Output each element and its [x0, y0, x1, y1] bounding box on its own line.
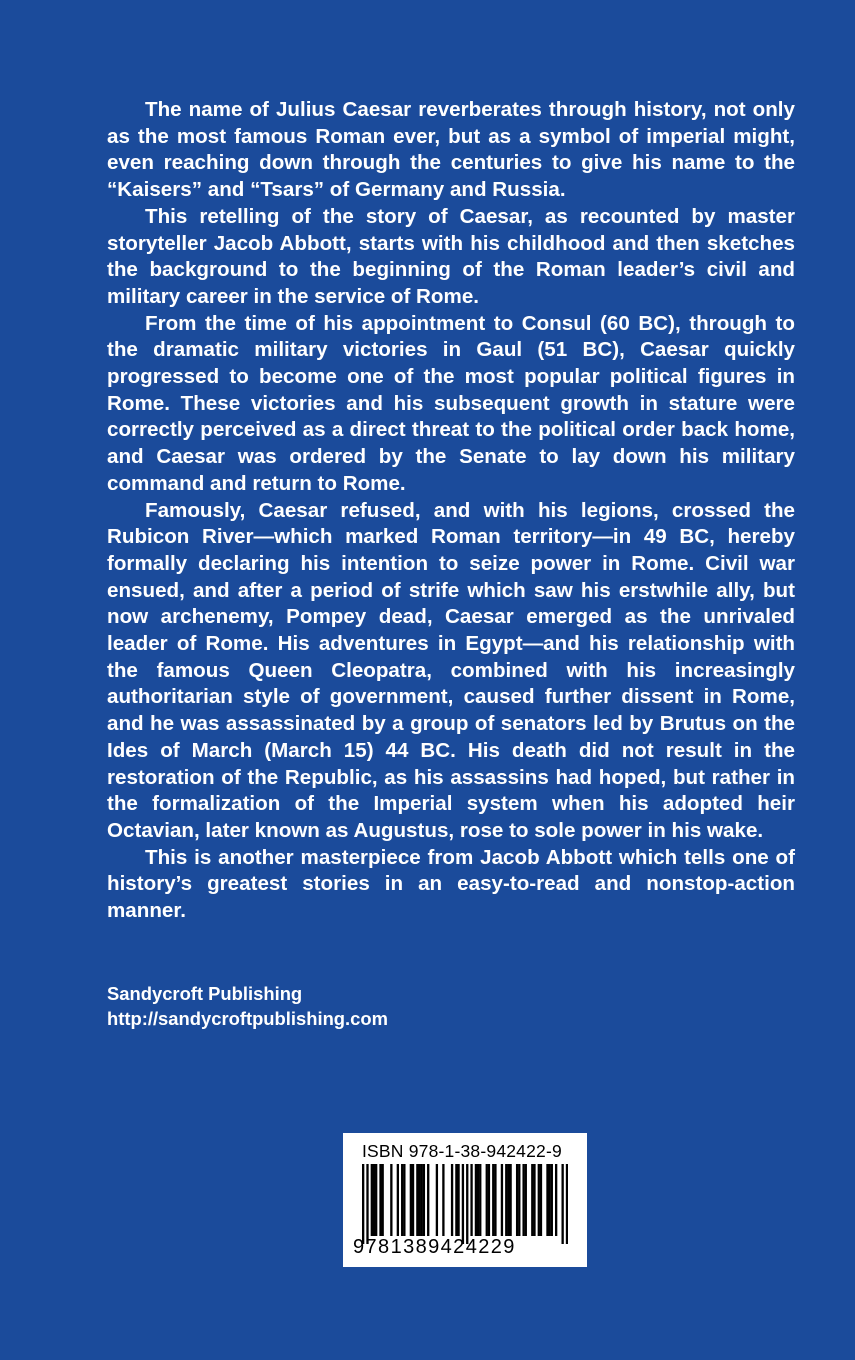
barcode-bar	[455, 1164, 457, 1236]
barcode-bar	[427, 1164, 429, 1236]
barcode-bar	[475, 1164, 477, 1236]
barcode-bar	[488, 1164, 490, 1236]
barcode-bar	[492, 1164, 494, 1236]
barcode-bar	[548, 1164, 550, 1236]
barcode-bar	[410, 1164, 412, 1236]
barcode-bar	[501, 1164, 503, 1236]
barcode-bar	[470, 1164, 472, 1236]
barcode-bar	[466, 1164, 468, 1244]
barcode-bar	[436, 1164, 438, 1236]
blurb-paragraph-3: From the time of his appointment to Consul (60 BC), through to the dramatic military victories in Gaul (51 BC), Caesar quickly progressed to become one of the most popular political figures in Rome. These victories and his subsequent growth in stature were correctly perceived as a direct threat to the political order back home, and Caesar was ordered by the Senate to lay down his military command and return to Rome.	[107, 311, 795, 495]
barcode-bar	[566, 1164, 568, 1244]
barcode-bar	[538, 1164, 540, 1236]
barcode-bar	[362, 1164, 364, 1244]
barcode-bar	[373, 1164, 375, 1236]
barcode-panel	[343, 1133, 587, 1267]
barcode-bar	[375, 1164, 377, 1236]
barcode-bar	[379, 1164, 381, 1236]
barcode-bar	[477, 1164, 479, 1236]
barcode-bar	[371, 1164, 373, 1236]
barcode-digits: 9781389424229	[353, 1236, 516, 1258]
barcode-bars	[362, 1164, 568, 1244]
barcode-bar	[366, 1164, 368, 1244]
blurb-paragraph-1: The name of Julius Caesar reverberates through history, not only as the most famous Roman ever, but as a symbol of imperial might, even reaching down through the centuries to give his name to the “Kaisers” and “Tsars” of Germany and Russia.	[107, 98, 795, 202]
barcode-bar	[382, 1164, 384, 1236]
barcode-bar	[451, 1164, 453, 1236]
publisher-url: http://sandycroftpublishing.com	[107, 1008, 388, 1029]
barcode-bar	[546, 1164, 548, 1236]
barcode-bar	[533, 1164, 535, 1236]
barcode-bar	[418, 1164, 420, 1236]
barcode-bar	[505, 1164, 507, 1236]
barcode-bar	[525, 1164, 527, 1236]
barcode-bar	[390, 1164, 392, 1236]
barcode-bar	[540, 1164, 542, 1236]
barcode-bar	[421, 1164, 423, 1236]
barcode-bar	[412, 1164, 414, 1236]
barcode-bar	[401, 1164, 403, 1236]
barcode-bar	[555, 1164, 557, 1236]
barcode-bar	[551, 1164, 553, 1236]
isbn-label: ISBN 978-1-38-942422-9	[362, 1141, 562, 1161]
barcode-bar	[518, 1164, 520, 1236]
publisher-info	[107, 981, 388, 1031]
barcode-bar	[442, 1164, 444, 1236]
blurb-paragraph-4: Famously, Caesar refused, and with his legions, crossed the Rubicon River—which marked Roman territory—in 49 BC, hereby formally declaring his intention to seize power in Rome. Civil war ensued, and after a period of strife which saw his erstwhile ally, but now archenemy, Pompey dead, Caesar emerged as the unrivaled leader of Rome. His adventures in Egypt—and his relationship with the famous Queen Cleopatra, combined with his increasingly authoritarian style of government, caused further dissent in Rome, and he was assassinated by a group of senators led by Brutus on the Ides of March (March 15) 44 BC. His death did not result in the restoration of the Republic, as his assassins had hoped, but rather in the formalization of the Imperial system when his adopted heir Octavian, later known as Augustus, rose to sole power in his wake.	[107, 498, 795, 842]
barcode-bar	[416, 1164, 418, 1236]
barcode-bar	[507, 1164, 509, 1236]
barcode-bar	[516, 1164, 518, 1236]
barcode-bar	[397, 1164, 399, 1236]
barcode-bar	[423, 1164, 425, 1236]
barcode-bar	[479, 1164, 481, 1236]
blurb-paragraph-2: This retelling of the story of Caesar, as recounted by master storyteller Jacob Abbott, starts with his childhood and then sketches the background to the beginning of the Roman leader’s civil and military career in the service of Rome.	[107, 204, 795, 308]
barcode-bar	[457, 1164, 459, 1236]
barcode-bar	[509, 1164, 511, 1236]
barcode-bar	[522, 1164, 524, 1236]
barcode-bar	[486, 1164, 488, 1236]
barcode-bar	[403, 1164, 405, 1236]
blurb-paragraph-5: This is another masterpiece from Jacob Abbott which tells one of history’s greatest stories in an easy-to-read and nonstop-action manner.	[107, 845, 795, 923]
barcode-bar	[531, 1164, 533, 1236]
blurb-text	[107, 97, 795, 925]
barcode-bar	[462, 1164, 464, 1244]
barcode-bar	[561, 1164, 563, 1244]
barcode-bar	[494, 1164, 496, 1236]
publisher-name: Sandycroft Publishing	[107, 983, 303, 1004]
